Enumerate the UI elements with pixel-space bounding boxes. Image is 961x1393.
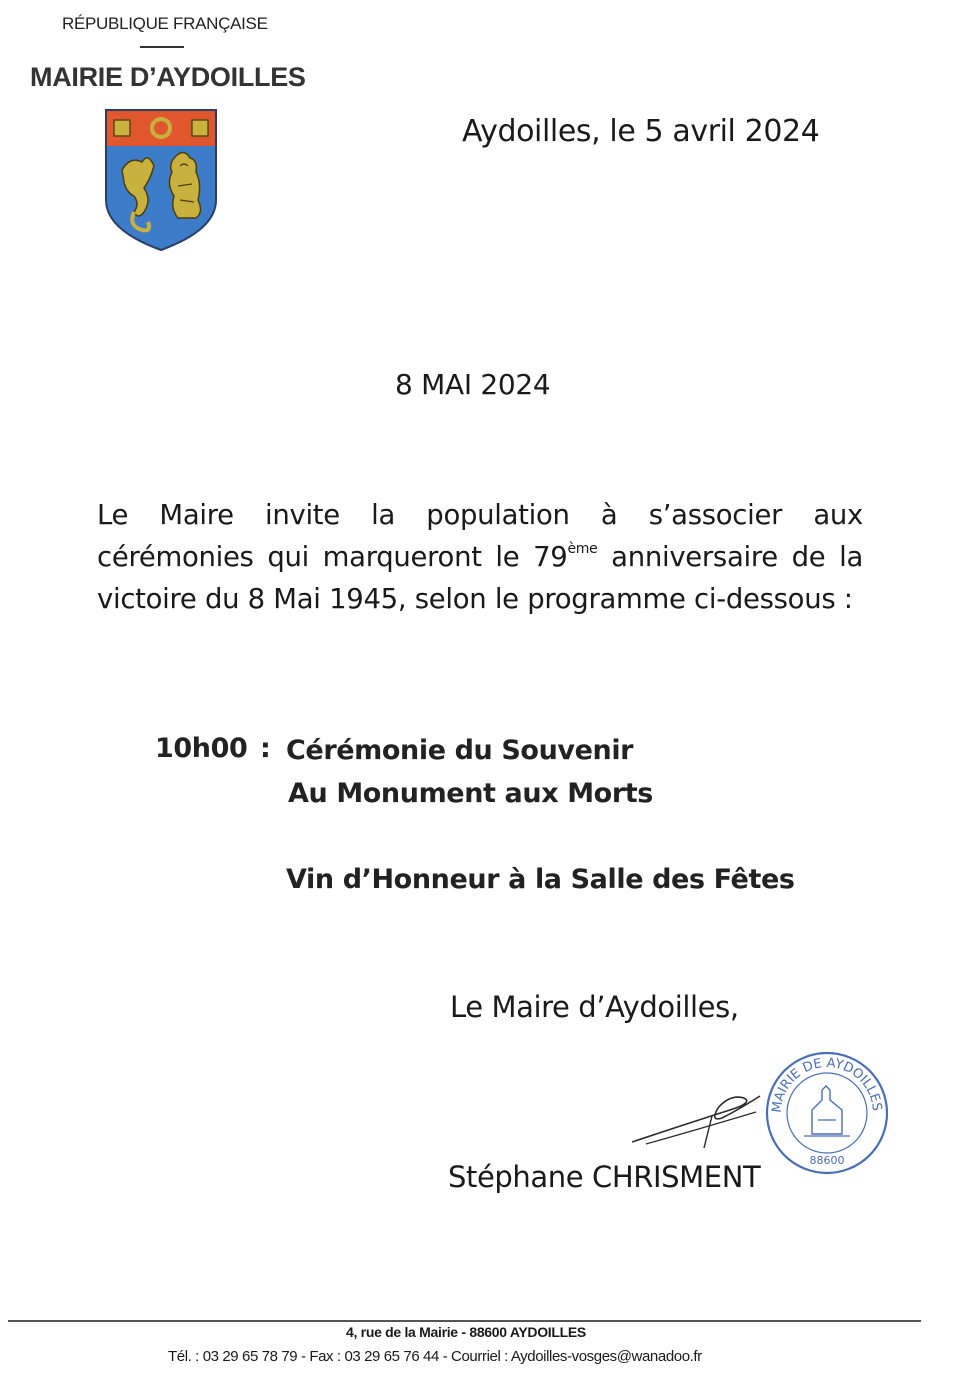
footer-divider — [8, 1320, 921, 1322]
letter-date: Aydoilles, le 5 avril 2024 — [462, 114, 820, 149]
stamp-top-text: MAIRIE DE AYDOILLES — [769, 1055, 885, 1114]
signatory-name: Stéphane CHRISMENT — [448, 1160, 761, 1194]
handwritten-signature — [626, 1082, 766, 1154]
invitation-paragraph — [97, 494, 863, 620]
municipal-stamp — [764, 1050, 890, 1176]
header-divider — [140, 46, 184, 48]
programme-item-ceremony: Cérémonie du Souvenir — [286, 735, 634, 766]
footer-address: 4, rue de la Mairie - 88600 AYDOILLES — [346, 1324, 586, 1340]
ordinal-superscript: ème — [567, 541, 598, 557]
republique-francaise-header: RÉPUBLIQUE FRANÇAISE — [62, 14, 268, 33]
coat-of-arms-icon — [104, 108, 218, 252]
programme-item-monument: Au Monument aux Morts — [288, 778, 653, 809]
invitation-text-part1: Le Maire invite la population à s’associer aux cérémonies qui marqueront le 79 — [97, 499, 863, 573]
programme-time: 10h00 — [155, 733, 248, 764]
programme-item-reception: Vin d’Honneur à la Salle des Fêtes — [286, 864, 795, 895]
footer-contact: Tél. : 03 29 65 78 79 - Fax : 03 29 65 76 44 - Courriel : Aydoilles-vosges@wanadoo.fr — [168, 1348, 702, 1365]
closing-line: Le Maire d’Aydoilles, — [450, 990, 739, 1024]
invitation-text-part2: anniversaire de la victoire du 8 Mai 1945, selon le programme ci-dessous : — [97, 541, 863, 615]
event-date-heading: 8 MAI 2024 — [395, 368, 551, 401]
stamp-postcode: 88600 — [809, 1154, 845, 1167]
mairie-title: MAIRIE D’AYDOILLES — [30, 62, 306, 92]
programme-separator: : — [260, 733, 271, 764]
